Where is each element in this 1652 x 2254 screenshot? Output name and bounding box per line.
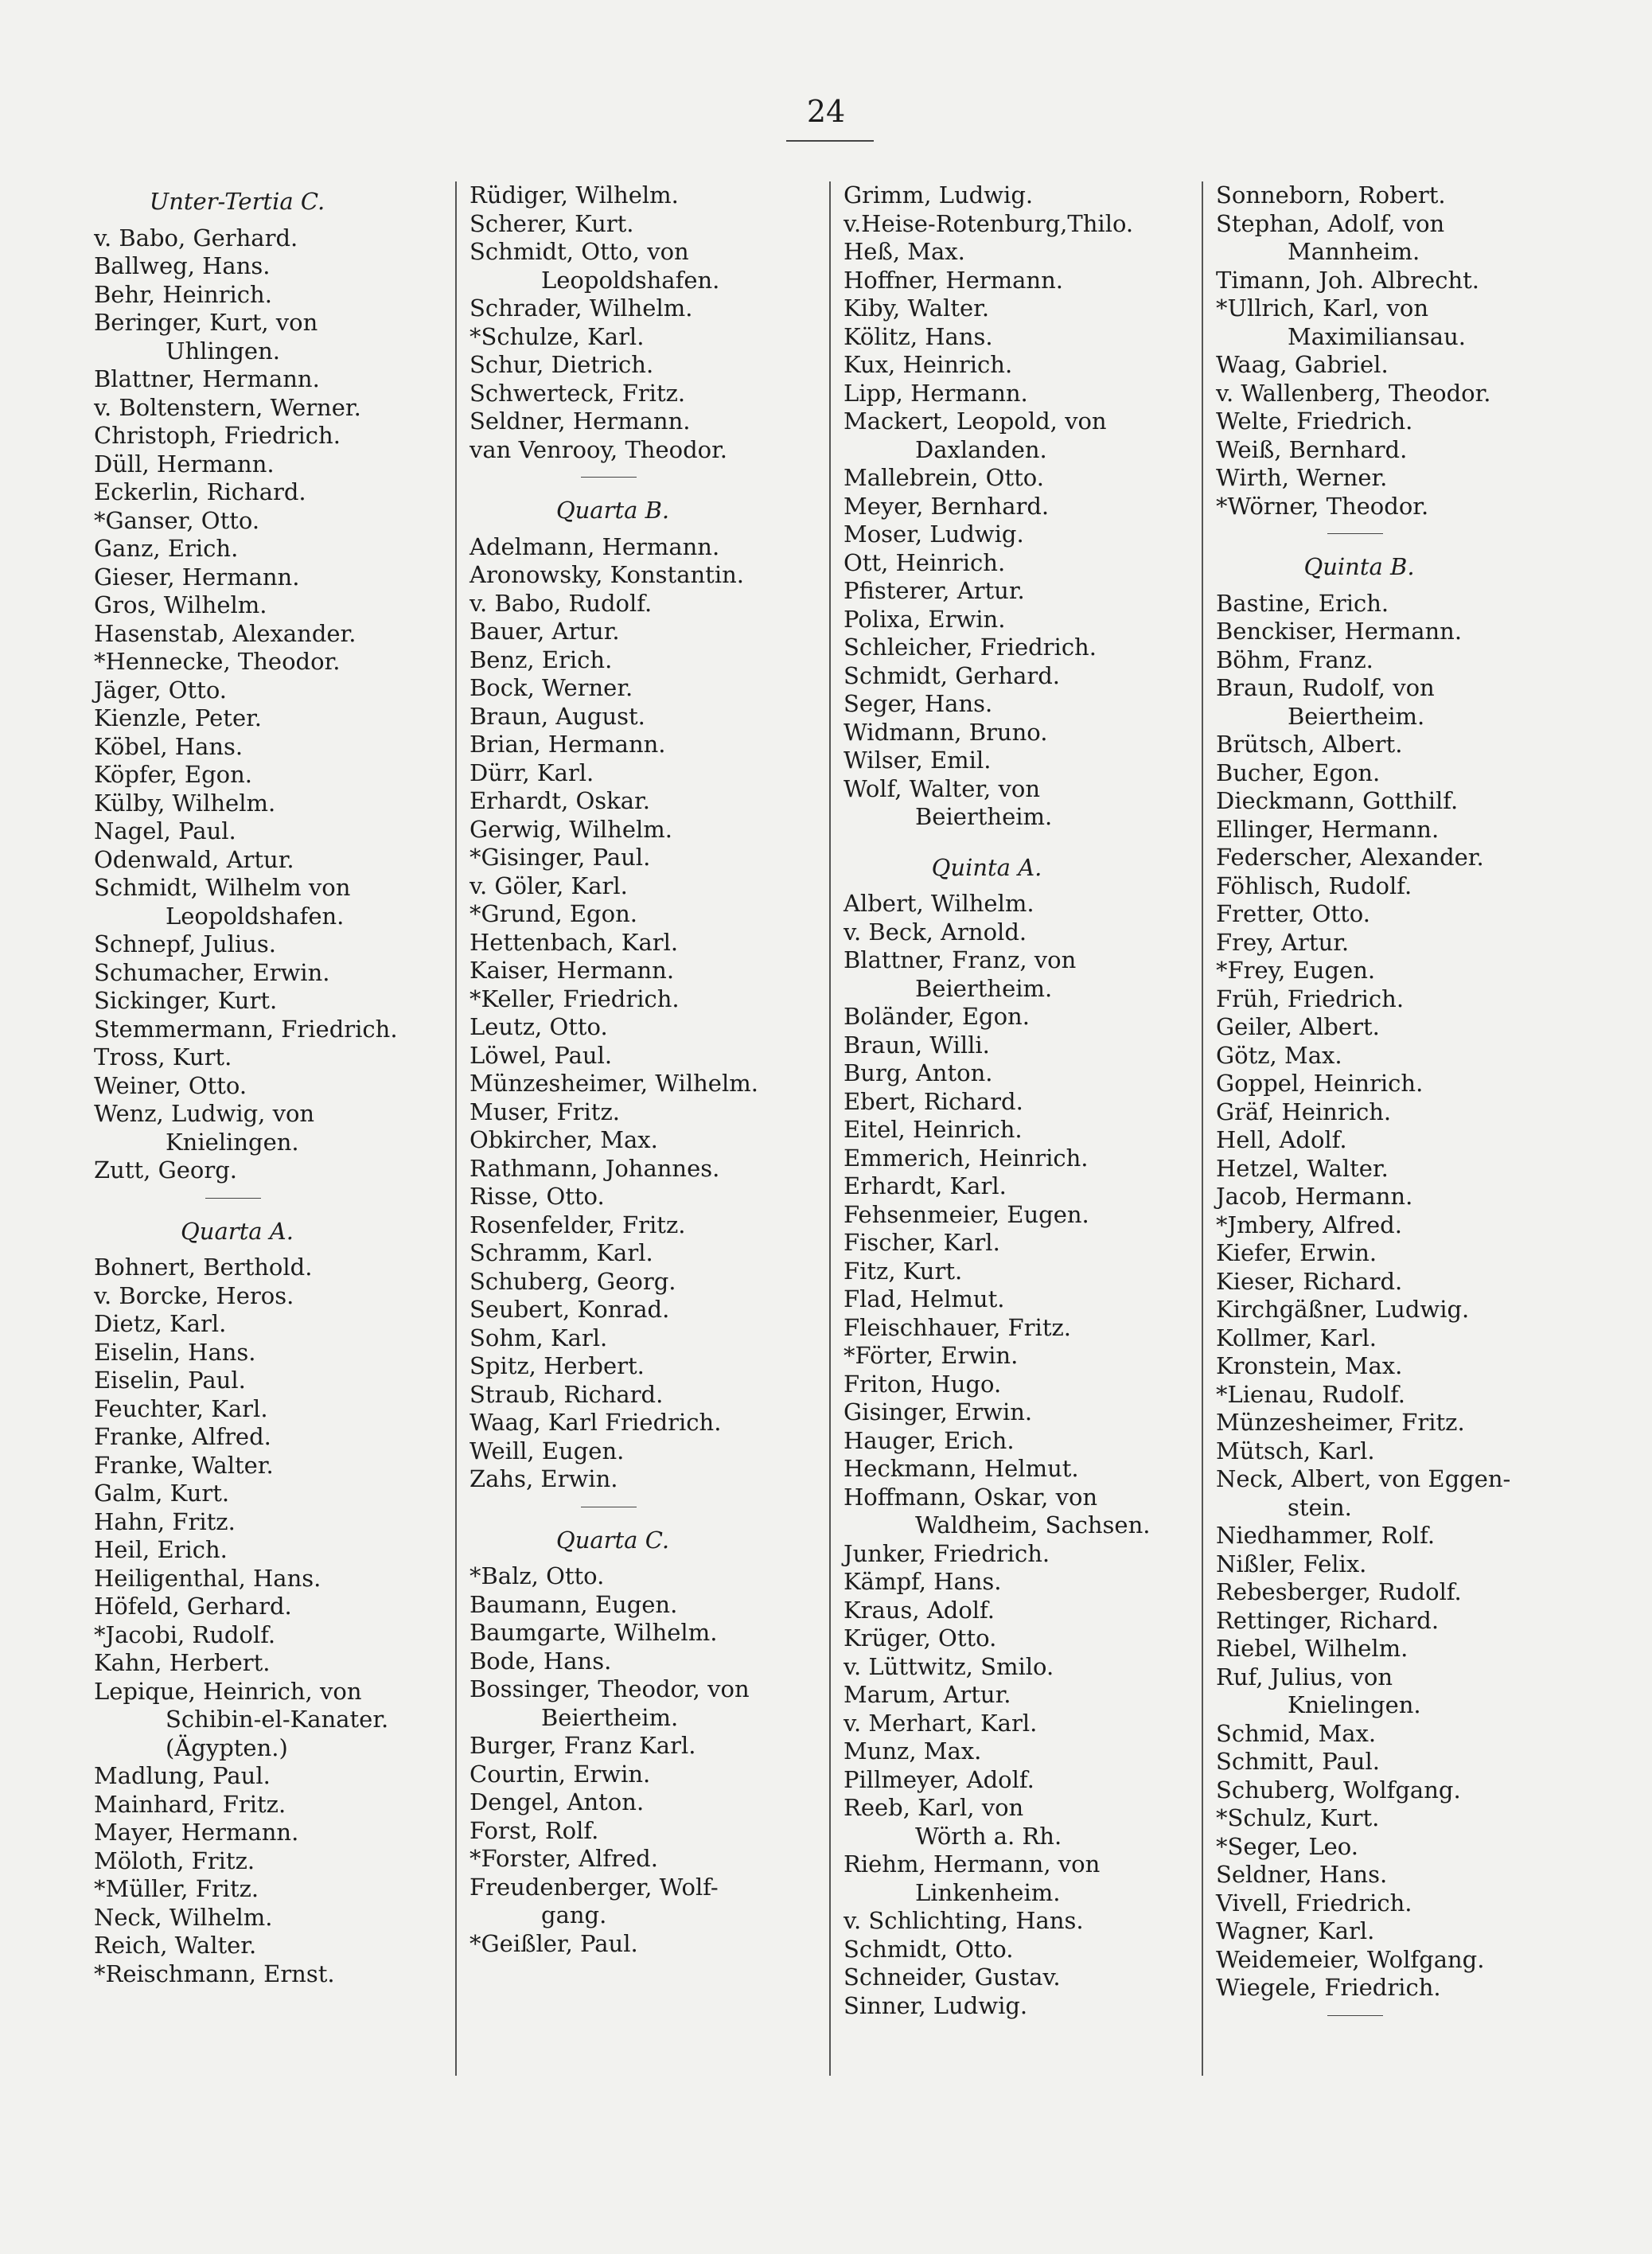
student-name: Schmid, Max. xyxy=(1216,1719,1377,1747)
student-name: Schmidt, Otto. xyxy=(844,1935,1014,1963)
student-name: Köbel, Hans. xyxy=(94,732,244,760)
section-heading: Quinta A. xyxy=(931,853,1042,881)
section-rule xyxy=(1327,533,1383,534)
student-name: Dürr, Karl. xyxy=(469,758,594,786)
student-name: Sinner, Ludwig. xyxy=(844,1991,1028,2019)
student-name: Münzesheimer, Wilhelm. xyxy=(469,1070,758,1097)
student-name: Kienzle, Peter. xyxy=(94,704,263,731)
student-name: Heckmann, Helmut. xyxy=(844,1455,1079,1482)
student-name: Schmidt, Otto, von xyxy=(469,238,689,265)
student-name: Fretter, Otto. xyxy=(1216,900,1370,927)
student-name: Lipp, Hermann. xyxy=(844,379,1028,407)
student-name: Jacob, Hermann. xyxy=(1216,1183,1413,1210)
student-name: Kämpf, Hans. xyxy=(844,1568,1002,1595)
student-name: *Gisinger, Paul. xyxy=(469,844,651,871)
student-name: Gieser, Hermann. xyxy=(94,563,300,591)
student-name: Rebesberger, Rudolf. xyxy=(1216,1578,1462,1605)
student-name: Weiner, Otto. xyxy=(94,1071,247,1099)
student-name: Seldner, Hans. xyxy=(1216,1861,1388,1888)
student-name: Hoffmann, Oskar, von xyxy=(844,1483,1098,1511)
student-name: Bauer, Artur. xyxy=(469,618,620,645)
student-name: v. Schlichting, Hans. xyxy=(844,1907,1084,1934)
name-continuation: Beiertheim. xyxy=(915,974,1053,1002)
student-name: Hasenstab, Alexander. xyxy=(94,619,357,647)
student-name: Ballweg, Hans. xyxy=(94,252,271,279)
student-name: Rosenfelder, Fritz. xyxy=(469,1211,686,1238)
student-name: Riebel, Wilhelm. xyxy=(1216,1635,1408,1662)
student-name: Dengel, Anton. xyxy=(469,1788,645,1815)
student-name: Bock, Werner. xyxy=(469,674,633,701)
student-name: Düll, Hermann. xyxy=(94,450,275,478)
student-name: Ganz, Erich. xyxy=(94,535,239,562)
student-name: Föhlisch, Rudolf. xyxy=(1216,872,1412,899)
student-name: Rettinger, Richard. xyxy=(1216,1606,1440,1634)
student-name: Schramm, Karl. xyxy=(469,1239,653,1266)
student-name: Brian, Hermann. xyxy=(469,731,666,758)
section-rule xyxy=(581,477,637,478)
student-name: Löwel, Paul. xyxy=(469,1041,613,1069)
student-name: Grimm, Ludwig. xyxy=(844,181,1034,209)
student-name: Weiß, Bernhard. xyxy=(1216,435,1408,463)
student-name: Mainhard, Fritz. xyxy=(94,1790,286,1818)
student-name: Weill, Eugen. xyxy=(469,1437,625,1464)
student-name: *Keller, Friedrich. xyxy=(469,985,680,1012)
student-name: Fleischhauer, Fritz. xyxy=(844,1313,1071,1341)
student-name: *Frey, Eugen. xyxy=(1216,957,1376,984)
student-name: Blattner, Hermann. xyxy=(94,365,320,392)
name-continuation: Knielingen. xyxy=(1288,1691,1421,1718)
student-name: Seldner, Hermann. xyxy=(469,408,691,435)
student-name: Nißler, Felix. xyxy=(1216,1550,1367,1577)
student-name: *Ullrich, Karl, von xyxy=(1216,294,1429,322)
name-continuation: Waldheim, Sachsen. xyxy=(915,1511,1151,1538)
student-name: v. Beck, Arnold. xyxy=(844,918,1027,946)
student-name: Vivell, Friedrich. xyxy=(1216,1889,1412,1917)
column-divider xyxy=(455,181,457,2076)
student-name: Baumgarte, Wilhelm. xyxy=(469,1619,718,1646)
page-number: 24 xyxy=(806,94,846,129)
student-name: Möloth, Fritz. xyxy=(94,1846,255,1874)
student-name: Gisinger, Erwin. xyxy=(844,1398,1033,1425)
student-name: Tross, Kurt. xyxy=(94,1043,232,1070)
student-name: *Seger, Leo. xyxy=(1216,1832,1358,1860)
student-name: Welte, Friedrich. xyxy=(1216,408,1413,435)
student-name: Hoffner, Hermann. xyxy=(844,266,1063,294)
student-name: Stemmermann, Friedrich. xyxy=(94,1015,398,1043)
name-continuation: (Ägypten.) xyxy=(166,1733,288,1761)
student-name: Beringer, Kurt, von xyxy=(94,309,318,336)
section-spacer xyxy=(844,832,1194,848)
student-name: Albert, Wilhelm. xyxy=(844,890,1034,917)
student-name: Timann, Joh. Albrecht. xyxy=(1216,266,1479,294)
student-name: Stephan, Adolf, von xyxy=(1216,209,1445,237)
name-continuation: Linkenheim. xyxy=(915,1878,1061,1906)
student-name: Kux, Heinrich. xyxy=(844,351,1013,378)
student-name: v. Lüttwitz, Smilo. xyxy=(844,1652,1054,1680)
student-name: Munz, Max. xyxy=(844,1737,982,1765)
student-name: Pfisterer, Artur. xyxy=(844,577,1025,604)
student-name: Erhardt, Karl. xyxy=(844,1172,1007,1199)
student-name: v. Babo, Gerhard. xyxy=(94,224,298,252)
student-name: *Geißler, Paul. xyxy=(469,1929,638,1957)
student-name: Jäger, Otto. xyxy=(94,676,228,704)
student-name: *Ganser, Otto. xyxy=(94,506,260,534)
student-name: Risse, Otto. xyxy=(469,1183,605,1210)
student-name: Emmerich, Heinrich. xyxy=(844,1144,1089,1172)
student-name: Ott, Heinrich. xyxy=(844,548,1006,576)
student-name: Feuchter, Karl. xyxy=(94,1394,268,1422)
student-name: Sohm, Karl. xyxy=(469,1324,608,1351)
name-continuation: Schibin-el-Kanater. xyxy=(166,1706,389,1733)
student-name: Aronowsky, Konstantin. xyxy=(469,561,744,588)
student-name: Flad, Helmut. xyxy=(844,1285,1005,1312)
student-name: Kahn, Herbert. xyxy=(94,1649,271,1676)
student-name: Waag, Gabriel. xyxy=(1216,351,1389,378)
section-rule xyxy=(205,1198,261,1199)
student-name: Gräf, Heinrich. xyxy=(1216,1098,1392,1125)
name-continuation: Leopoldshafen. xyxy=(166,902,345,930)
student-name: Reeb, Karl, von xyxy=(844,1794,1024,1821)
student-name: Heil, Erich. xyxy=(94,1536,228,1563)
name-continuation: Uhlingen. xyxy=(166,337,280,365)
student-name: Pillmeyer, Adolf. xyxy=(844,1765,1034,1793)
student-name: Rathmann, Johannes. xyxy=(469,1154,720,1182)
student-name: Kaiser, Hermann. xyxy=(469,957,675,984)
student-name: Hell, Adolf. xyxy=(1216,1126,1347,1153)
student-name: Kiby, Walter. xyxy=(844,294,990,322)
student-name: Widmann, Bruno. xyxy=(844,718,1048,746)
student-name: Brütsch, Albert. xyxy=(1216,731,1403,758)
student-name: Franke, Walter. xyxy=(94,1451,274,1479)
student-name: v. Göler, Karl. xyxy=(469,872,628,899)
student-name: Frey, Artur. xyxy=(1216,928,1350,956)
name-continuation: Beiertheim. xyxy=(1288,702,1425,730)
student-name: Wiegele, Friedrich. xyxy=(1216,1974,1441,2001)
student-name: van Venrooy, Theodor. xyxy=(469,435,727,463)
student-name: Hahn, Fritz. xyxy=(94,1507,236,1535)
student-name: Gerwig, Wilhelm. xyxy=(469,815,672,843)
student-name: Schur, Dietrich. xyxy=(469,351,654,378)
student-name: Schmitt, Paul. xyxy=(1216,1748,1380,1775)
student-name: Bucher, Egon. xyxy=(1216,758,1381,786)
section-heading: Quinta B. xyxy=(1303,553,1415,580)
student-name: Hettenbach, Karl. xyxy=(469,928,679,956)
student-name: Fehsenmeier, Eugen. xyxy=(844,1200,1089,1228)
student-name: Fischer, Karl. xyxy=(844,1229,1000,1256)
student-name: Wolf, Walter, von xyxy=(844,774,1041,802)
student-name: Schuberg, Georg. xyxy=(469,1267,676,1295)
student-name: Waag, Karl Friedrich. xyxy=(469,1409,722,1436)
section-rule xyxy=(1327,2015,1383,2016)
student-name: Krüger, Otto. xyxy=(844,1624,997,1652)
student-name: Wilser, Emil. xyxy=(844,747,992,774)
student-name: Polixa, Erwin. xyxy=(844,605,1006,633)
student-name: Behr, Heinrich. xyxy=(94,280,272,308)
student-name: Schmidt, Wilhelm von xyxy=(94,874,351,901)
student-name: Spitz, Herbert. xyxy=(469,1352,645,1379)
student-name: Geiler, Albert. xyxy=(1216,1013,1380,1040)
name-continuation: Wörth a. Rh. xyxy=(915,1822,1062,1850)
student-name: Eckerlin, Richard. xyxy=(94,478,306,505)
section-heading: Quarta C. xyxy=(555,1526,670,1554)
student-name: Sickinger, Kurt. xyxy=(94,987,278,1014)
student-name: Madlung, Paul. xyxy=(94,1762,271,1789)
student-name: Braun, Rudolf, von xyxy=(1216,674,1435,701)
student-name: Zahs, Erwin. xyxy=(469,1465,618,1492)
student-name: Kollmer, Karl. xyxy=(1216,1324,1377,1351)
student-name: Heiligenthal, Hans. xyxy=(94,1564,321,1592)
student-name: *Jmbery, Alfred. xyxy=(1216,1211,1402,1238)
student-name: Zutt, Georg. xyxy=(94,1156,238,1184)
student-name: *Jacobi, Rudolf. xyxy=(94,1620,276,1648)
student-name: Neck, Wilhelm. xyxy=(94,1903,273,1931)
student-name: Gros, Wilhelm. xyxy=(94,591,267,618)
name-continuation: gang. xyxy=(541,1901,607,1928)
student-name: *Forster, Alfred. xyxy=(469,1845,658,1872)
student-name: Früh, Friedrich. xyxy=(1216,985,1405,1012)
student-name: Kirchgäßner, Ludwig. xyxy=(1216,1296,1470,1323)
column-3 xyxy=(844,181,1194,2020)
student-name: Rüdiger, Wilhelm. xyxy=(469,181,679,209)
student-name: Schleicher, Friedrich. xyxy=(844,634,1097,661)
student-name: Hetzel, Walter. xyxy=(1216,1154,1389,1182)
student-name: v. Merhart, Karl. xyxy=(844,1709,1038,1737)
student-name: Külby, Wilhelm. xyxy=(94,789,276,817)
student-name: *Balz, Otto. xyxy=(469,1562,605,1589)
student-name: Leutz, Otto. xyxy=(469,1013,608,1040)
student-name: Blattner, Franz, von xyxy=(844,946,1077,973)
student-name: Benckiser, Hermann. xyxy=(1216,618,1463,645)
student-name: Reich, Walter. xyxy=(94,1932,257,1959)
student-name: Junker, Friedrich. xyxy=(844,1539,1050,1567)
student-name: Seger, Hans. xyxy=(844,690,993,717)
student-name: Courtin, Erwin. xyxy=(469,1760,651,1788)
student-name: v.Heise-Rotenburg,Thilo. xyxy=(844,209,1134,237)
student-name: Ruf, Julius, von xyxy=(1216,1663,1393,1690)
student-name: Lepique, Heinrich, von xyxy=(94,1677,362,1705)
student-name: v. Babo, Rudolf. xyxy=(469,589,653,617)
student-name: Marum, Artur. xyxy=(844,1681,1011,1708)
student-name: Mayer, Hermann. xyxy=(94,1819,299,1846)
student-name: Dietz, Karl. xyxy=(94,1310,227,1337)
student-name: *Förter, Erwin. xyxy=(844,1342,1019,1369)
student-name: Wenz, Ludwig, von xyxy=(94,1100,315,1127)
student-name: Kölitz, Hans. xyxy=(844,322,993,350)
student-name: Bastine, Erich. xyxy=(1216,589,1389,617)
student-name: Weidemeier, Wolfgang. xyxy=(1216,1945,1485,1973)
student-name: Christoph, Friedrich. xyxy=(94,422,341,449)
student-name: Hauger, Erich. xyxy=(844,1426,1015,1454)
student-name: Höfeld, Gerhard. xyxy=(94,1593,292,1620)
student-name: Sonneborn, Robert. xyxy=(1216,181,1446,209)
student-name: Muser, Fritz. xyxy=(469,1098,620,1125)
student-name: Benz, Erich. xyxy=(469,645,613,673)
student-name: Kraus, Adolf. xyxy=(844,1596,995,1624)
student-name: *Schulze, Karl. xyxy=(469,322,645,350)
student-name: *Schulz, Kurt. xyxy=(1216,1804,1380,1831)
student-name: Schumacher, Erwin. xyxy=(94,958,330,986)
student-name: Ellinger, Hermann. xyxy=(1216,815,1440,843)
student-name: Braun, Willi. xyxy=(844,1031,990,1059)
student-name: Boländer, Egon. xyxy=(844,1003,1030,1030)
student-name: Schwerteck, Fritz. xyxy=(469,379,686,407)
column-2 xyxy=(469,181,820,1958)
name-continuation: Mannheim. xyxy=(1288,238,1420,265)
page-number-rule xyxy=(786,140,874,142)
student-name: Riehm, Hermann, von xyxy=(844,1850,1101,1878)
student-name: Heß, Max. xyxy=(844,238,965,265)
column-4 xyxy=(1216,181,1566,2035)
name-continuation: Beiertheim. xyxy=(915,803,1053,830)
column-1 xyxy=(94,181,444,1988)
student-name: *Hennecke, Theodor. xyxy=(94,648,341,675)
name-continuation: Beiertheim. xyxy=(541,1703,679,1731)
student-name: Schmidt, Gerhard. xyxy=(844,661,1061,689)
student-name: Neck, Albert, von Eggen- xyxy=(1216,1465,1511,1492)
column-divider xyxy=(829,181,831,2076)
student-name: Federscher, Alexander. xyxy=(1216,844,1484,871)
student-name: Burger, Franz Karl. xyxy=(469,1732,696,1759)
student-name: Mallebrein, Otto. xyxy=(844,464,1044,491)
student-name: Braun, August. xyxy=(469,702,645,730)
student-name: *Grund, Egon. xyxy=(469,900,637,927)
student-name: Forst, Rolf. xyxy=(469,1816,599,1844)
student-name: Schrader, Wilhelm. xyxy=(469,294,693,322)
student-name: Nagel, Paul. xyxy=(94,817,236,844)
name-continuation: Maximiliansau. xyxy=(1288,322,1466,350)
section-heading: Quarta B. xyxy=(555,497,670,524)
student-name: Freudenberger, Wolf- xyxy=(469,1873,719,1901)
student-name: Münzesheimer, Fritz. xyxy=(1216,1409,1465,1436)
student-name: Kronstein, Max. xyxy=(1216,1352,1403,1379)
student-name: *Wörner, Theodor. xyxy=(1216,492,1429,520)
student-name: Niedhammer, Rolf. xyxy=(1216,1522,1436,1549)
name-continuation: stein. xyxy=(1288,1493,1352,1521)
student-name: Friton, Hugo. xyxy=(844,1370,1002,1398)
student-name: Böhm, Franz. xyxy=(1216,645,1373,673)
student-name: Burg, Anton. xyxy=(844,1059,993,1086)
name-continuation: Daxlanden. xyxy=(915,435,1047,463)
student-name: *Lienau, Rudolf. xyxy=(1216,1380,1406,1408)
student-name: Wagner, Karl. xyxy=(1216,1917,1375,1944)
student-name: Eiselin, Paul. xyxy=(94,1367,246,1394)
student-name: Goppel, Heinrich. xyxy=(1216,1070,1424,1097)
student-name: Adelmann, Hermann. xyxy=(469,532,720,560)
student-name: Eiselin, Hans. xyxy=(94,1338,256,1366)
student-name: Erhardt, Oskar. xyxy=(469,787,650,814)
student-name: Scherer, Kurt. xyxy=(469,209,634,237)
section-heading: Unter-Tertia C. xyxy=(149,188,325,215)
student-name: Mütsch, Karl. xyxy=(1216,1437,1375,1464)
student-name: Franke, Alfred. xyxy=(94,1423,271,1450)
student-name: Odenwald, Artur. xyxy=(94,845,294,873)
student-name: Meyer, Bernhard. xyxy=(844,492,1050,520)
student-name: Kiefer, Erwin. xyxy=(1216,1239,1377,1266)
student-name: *Reischmann, Ernst. xyxy=(94,1960,335,1987)
student-name: Fitz, Kurt. xyxy=(844,1257,963,1285)
section-heading: Quarta A. xyxy=(181,1217,294,1245)
student-name: Kieser, Richard. xyxy=(1216,1267,1403,1295)
student-name: Wirth, Werner. xyxy=(1216,464,1388,491)
student-name: Götz, Max. xyxy=(1216,1041,1342,1069)
student-name: Ebert, Richard. xyxy=(844,1087,1023,1115)
student-name: *Müller, Fritz. xyxy=(94,1875,259,1902)
student-name: Seubert, Konrad. xyxy=(469,1296,670,1323)
student-name: Moser, Ludwig. xyxy=(844,521,1024,548)
student-name: Baumann, Eugen. xyxy=(469,1590,678,1618)
name-continuation: Knielingen. xyxy=(166,1128,299,1156)
student-name: Straub, Richard. xyxy=(469,1380,664,1408)
student-name: v. Boltenstern, Werner. xyxy=(94,393,361,421)
student-name: Bossinger, Theodor, von xyxy=(469,1675,750,1702)
student-name: Bohnert, Berthold. xyxy=(94,1254,313,1281)
student-name: Eitel, Heinrich. xyxy=(844,1116,1023,1143)
name-continuation: Leopoldshafen. xyxy=(541,266,720,294)
student-name: Galm, Kurt. xyxy=(94,1480,230,1507)
student-name: Mackert, Leopold, von xyxy=(844,408,1107,435)
column-divider xyxy=(1202,181,1203,2076)
student-name: Obkircher, Max. xyxy=(469,1126,658,1153)
student-name: Schnepf, Julius. xyxy=(94,930,276,957)
student-name: Dieckmann, Gotthilf. xyxy=(1216,787,1459,814)
student-name: Bode, Hans. xyxy=(469,1647,612,1675)
student-name: Schuberg, Wolfgang. xyxy=(1216,1776,1461,1804)
student-name: Köpfer, Egon. xyxy=(94,761,253,788)
student-name: Schneider, Gustav. xyxy=(844,1963,1061,1991)
student-name: v. Borcke, Heros. xyxy=(94,1281,294,1309)
student-name: v. Wallenberg, Theodor. xyxy=(1216,379,1491,407)
